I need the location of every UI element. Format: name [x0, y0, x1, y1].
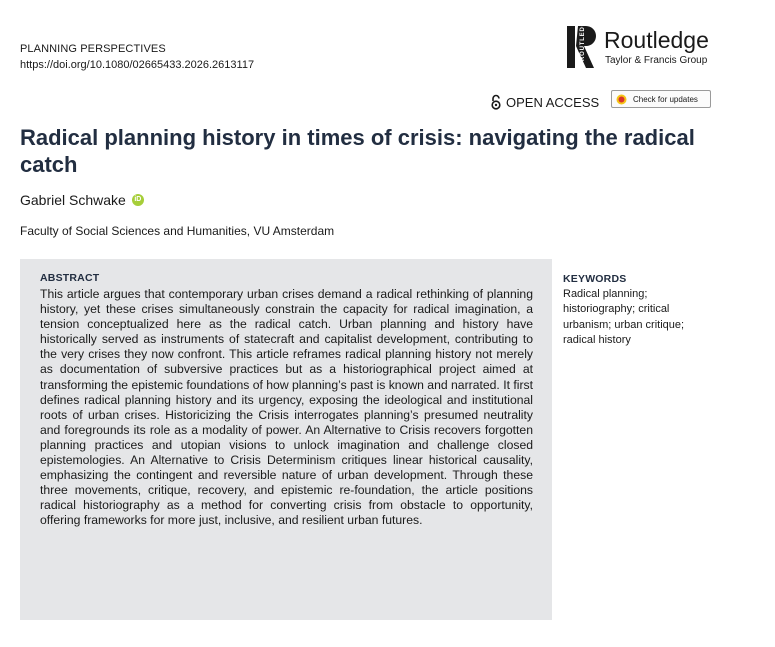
- open-access-label: OPEN ACCESS: [506, 94, 600, 110]
- publisher-vertical-mark: ROUTLEDGE: [580, 16, 586, 61]
- check-for-updates-label: Check for updates: [633, 94, 698, 104]
- author-line: [20, 191, 144, 209]
- doi-link[interactable]: https://doi.org/10.1080/02665433.2026.2613117: [20, 59, 255, 71]
- check-updates-icon: [616, 94, 627, 105]
- abstract-text: This article argues that contemporary urban crises demand a radical rethinking of planning history, yet these crises simultaneously constrain the capacity for radical imagination, a tension conceptualized here as the radical catch. Urban planning and history have historically served as instruments of statecraft and capitalist development, contributing to the very crises they now confront. This article reframes radical planning history not merely as documentation of subversive practices but as a historiographical project aimed at transforming the epistemic foundations of how planning’s past is known and narrated. It first defines radical planning history and its urgency, exposing the ideological and institutional roots of urban crises. Historicizing the Crisis interrogates planning’s presumed neutrality and foregrounds its role as a modality of power. An Alternative to Crisis recovers forgotten planning practices and utopian visions to unlock imagination and challenge closed epistemologies. An Alternative to Crisis Determinism critiques linear historical causality, emphasizing the contingent and reversible nature of urban development. Through these three movements, critique, recovery, and epistemic re-foundation, the article positions radical historiography as a method for converting crisis from obstacle to opportunity, offering frameworks for more just, inclusive, and resilient urban futures.: [40, 287, 533, 528]
- author-name[interactable]: Gabriel Schwake: [20, 192, 126, 208]
- keywords-heading: KEYWORDS: [563, 273, 627, 285]
- publisher-logo: [566, 16, 756, 70]
- check-for-updates-button[interactable]: [611, 90, 711, 108]
- abstract-heading: ABSTRACT: [40, 272, 100, 284]
- keywords-list: Radical planning; historiography; critical urbanism; urban critique; radical history: [563, 288, 685, 346]
- author-affiliation: Faculty of Social Sciences and Humanities, VU Amsterdam: [20, 224, 335, 238]
- orcid-icon[interactable]: iD: [132, 194, 144, 206]
- abstract-box: [20, 259, 552, 620]
- publisher-name: Routledge: [604, 27, 709, 53]
- journal-name: PLANNING PERSPECTIVES: [20, 43, 166, 55]
- open-access-badge: [490, 93, 599, 111]
- article-title: Radical planning history in times of crisis: navigating the radical catch: [20, 125, 695, 177]
- publisher-subtitle: Taylor & Francis Group: [605, 55, 708, 66]
- open-lock-icon: [490, 94, 502, 110]
